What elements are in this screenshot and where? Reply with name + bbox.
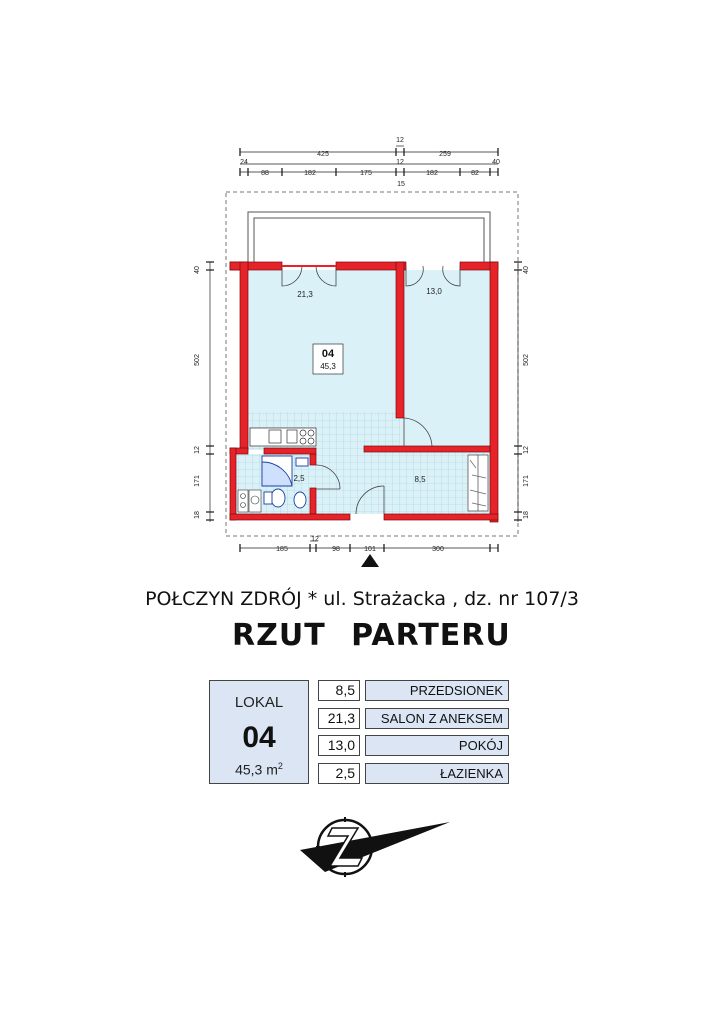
dim-right-502: 502 (523, 354, 530, 366)
project-address: POŁCZYN ZDRÓJ * ul. Strażacka , dz. nr 107/3 (145, 588, 579, 610)
room-area-lazienka: 2,5 (293, 474, 305, 483)
dim-top-182b: 182 (426, 170, 438, 177)
room-area-pokoj: 13,0 (426, 287, 442, 296)
hall-floor (314, 450, 490, 514)
unit-marker-number: 04 (321, 348, 335, 360)
entrance-arrow (361, 554, 379, 567)
salon-floor (248, 270, 400, 412)
bottom-dimension-labels (276, 536, 444, 553)
dim-bottom-300: 300 (432, 546, 444, 553)
room-name-cell: PRZEDSIONEK (365, 680, 509, 701)
dim-top-15: 15 (397, 181, 405, 188)
dim-left-171: 171 (194, 475, 201, 487)
room-name-cell: POKÓJ (365, 735, 509, 756)
dim-bottom-101: 101 (364, 546, 376, 553)
room-area-cell: 8,5 (318, 680, 360, 701)
top-dimension-labels (240, 137, 500, 188)
dim-left-18: 18 (194, 511, 201, 519)
unit-number: 04 (242, 721, 276, 754)
dim-top-425: 425 (317, 151, 329, 158)
plan-title: RZUT PARTERU (232, 618, 511, 653)
dim-bottom-185: 185 (276, 546, 288, 553)
dim-top-82: 82 (471, 170, 479, 177)
pokoj-floor (400, 270, 490, 448)
dim-top-12b: 12 (396, 159, 404, 166)
unit-summary-box (209, 680, 309, 784)
room-area-cell: 21,3 (318, 708, 360, 729)
room-area-cell: 2,5 (318, 763, 360, 784)
dim-top-24: 24 (240, 159, 248, 166)
dim-right-12: 12 (523, 446, 530, 454)
kitchen-fixtures (250, 428, 316, 446)
room-area-cell: 13,0 (318, 735, 360, 756)
room-area-salon: 21,3 (297, 290, 313, 299)
room-area-przedsionek: 8,5 (414, 475, 426, 484)
dim-right-18: 18 (523, 511, 530, 519)
dim-left-40: 40 (194, 266, 201, 274)
dim-top-175: 175 (360, 170, 372, 177)
dim-top-182: 182 (304, 170, 316, 177)
dim-bottom-12: 12 (311, 536, 319, 543)
dim-left-502: 502 (194, 354, 201, 366)
dim-right-40: 40 (523, 266, 530, 274)
dim-top-12: 12 (396, 137, 404, 144)
dim-right-171: 171 (523, 475, 530, 487)
room-name-cell: SALON Z ANEKSEM (365, 708, 509, 729)
unit-area-value: 45,3 m (235, 761, 278, 778)
dim-left-12: 12 (194, 446, 201, 454)
unit-marker (313, 344, 343, 374)
unit-marker-area: 45,3 (320, 362, 336, 371)
dim-top-40: 40 (492, 159, 500, 166)
dim-top-88: 88 (261, 170, 269, 177)
room-name-cell: ŁAZIENKA (365, 763, 509, 784)
appliances (238, 490, 261, 512)
compass-icon (300, 817, 450, 877)
unit-area (210, 761, 308, 778)
dim-bottom-98: 98 (332, 546, 340, 553)
unit-label: LOKAL (234, 694, 284, 711)
unit-area-exponent: 2 (277, 761, 283, 771)
dim-top-259: 259 (439, 151, 451, 158)
wardrobe (468, 455, 488, 511)
